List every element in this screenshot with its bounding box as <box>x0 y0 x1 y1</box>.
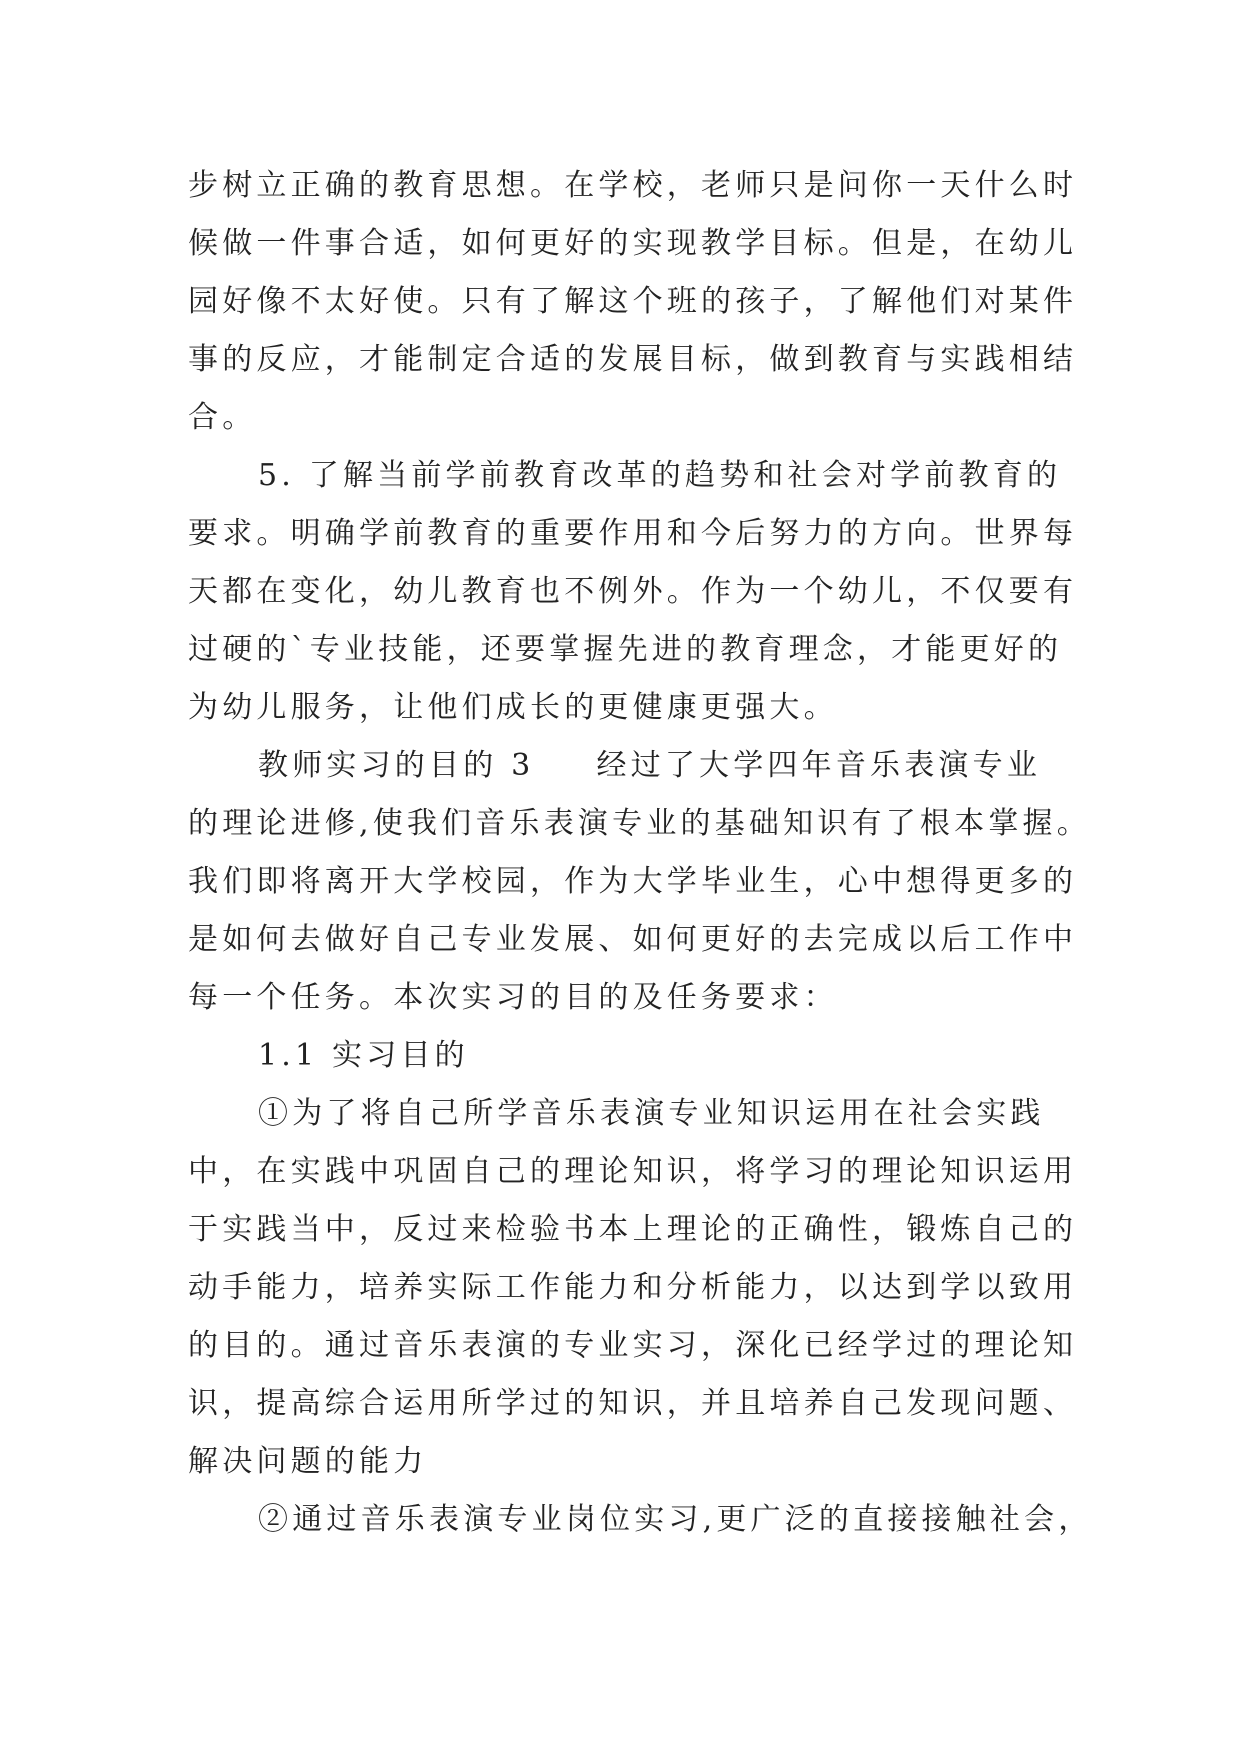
text-line: 园好像不太好使。只有了解这个班的孩子，了解他们对某件 <box>188 284 1078 319</box>
text-line: 步树立正确的教育思想。在学校，老师只是问你一天什么时 <box>188 168 1078 203</box>
text-line: 过硬的`专业技能，还要掌握先进的教育理念，才能更好的 <box>188 632 1063 667</box>
section-heading: 教师实习的目的 3 <box>258 748 535 783</box>
document-body <box>188 157 1093 1549</box>
text-line: 天都在变化，幼儿教育也不例外。作为一个幼儿，不仅要有 <box>188 574 1078 609</box>
paragraph-first-line: 5. 了解当前学前教育改革的趋势和社会对学前教育的 <box>258 458 1062 493</box>
text-line: 我们即将离开大学校园，作为大学毕业生，心中想得更多的 <box>188 864 1078 899</box>
paragraph-first-line: ②通过音乐表演专业岗位实习,更广泛的直接接触社会， <box>258 1502 1093 1537</box>
text-line: 于实践当中，反过来检验书本上理论的正确性，锻炼自己的 <box>188 1212 1078 1247</box>
text-line: 事的反应，才能制定合适的发展目标，做到教育与实践相结 <box>188 342 1078 377</box>
section-intro-text: 经过了大学四年音乐表演专业 <box>596 748 1042 783</box>
text-line: 识，提高综合运用所学过的知识，并且培养自己发现问题、 <box>188 1386 1078 1421</box>
paragraph-first-line: ①为了将自己所学音乐表演专业知识运用在社会实践 <box>258 1096 1045 1131</box>
text-line: 解决问题的能力 <box>188 1444 428 1479</box>
section-heading-line <box>188 737 1053 795</box>
text-line: 动手能力，培养实际工作能力和分析能力，以达到学以致用 <box>188 1270 1078 1305</box>
text-line: 候做一件事合适，如何更好的实现教学目标。但是，在幼儿 <box>188 226 1078 261</box>
text-line: 是如何去做好自己专业发展、如何更好的去完成以后工作中 <box>188 922 1078 957</box>
text-line: 要求。明确学前教育的重要作用和今后努力的方向。世界每 <box>188 516 1078 551</box>
text-line: 的目的。通过音乐表演的专业实习，深化已经学过的理论知 <box>188 1328 1078 1363</box>
text-line: 为幼儿服务，让他们成长的更健康更强大。 <box>188 690 838 725</box>
text-line: 每一个任务。本次实习的目的及任务要求： <box>188 980 838 1015</box>
text-line: 合。 <box>188 400 257 435</box>
text-line: 的理论进修,使我们音乐表演专业的基础知识有了根本掌握。 <box>188 806 1091 841</box>
subsection-heading: 1.1 实习目的 <box>258 1038 469 1073</box>
text-line: 中，在实践中巩固自己的理论知识，将学习的理论知识运用 <box>188 1154 1078 1189</box>
